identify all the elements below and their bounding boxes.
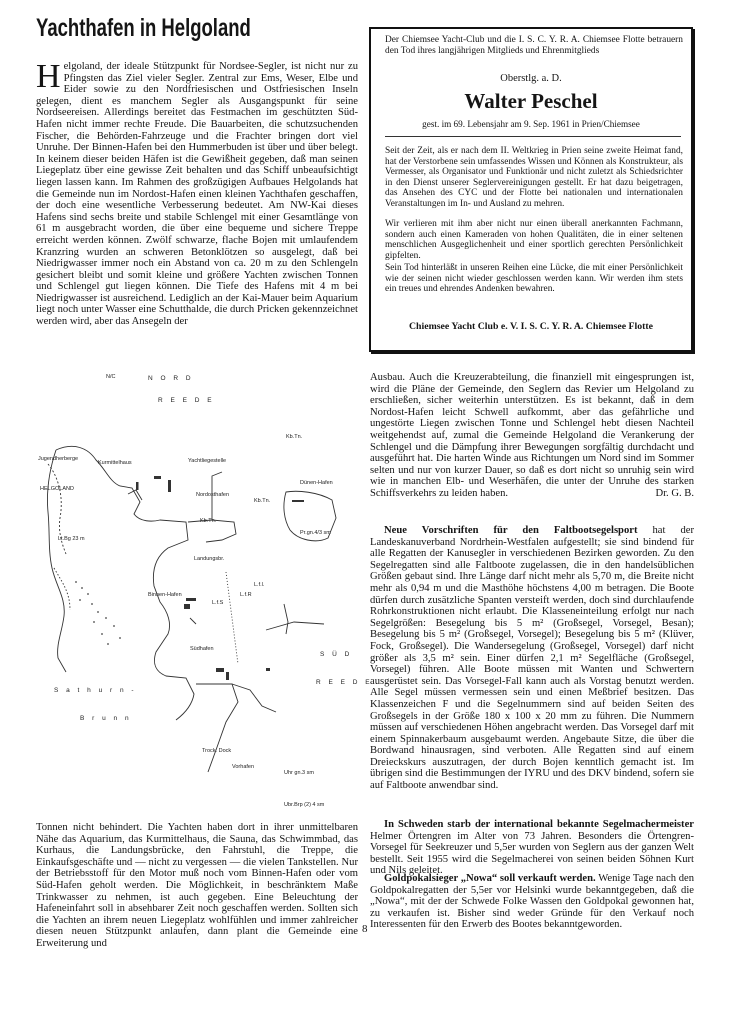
map-light-1-label: Pr.gn.4/3 sm	[300, 530, 331, 536]
map-trock-dock-label: Trock. Dock	[202, 748, 232, 754]
obituary-dates: gest. im 69. Lebensjahr am 9. Sep. 1961 in Prien/Chiemsee	[422, 119, 640, 129]
map-light-lfr-label: L.f.R	[240, 592, 252, 598]
article-paragraph-3-text: Ausbau. Auch die Kreuzerabteilung, die finanziell mit eingesprungen ist, wird die Pläne der Gemeinde, den Seglern das Revier um Helgoland zu erschließen, sicher weiterhin unterstützen. Es ist bekannt, daß in dem Nordost-Hafen leicht Schwell aufkommt, aber das gefährliche und ungestörte Liegen zwischen Tonne und Schlengel hebt diesen Nachteil weitgehendst auf, zumal die Gemeinde Helgoland die Verankerung der Schlengel und die Dämpfung ihrer Bewegungen sorgfältig durchdacht und ausgeführt hat. Die harten Winde aus Richtungen um Nord sind im Sommer selten und nur von kurzer Dauer, so daß es dort nicht so unruhig sein wird wie in manchen Elb- und Weserhäfen, die unter der Unruhe des starken Schiffsverkehrs zu leiden haben.	[370, 372, 694, 499]
map-kbtn-3-label: Kb.Tn.	[254, 498, 271, 504]
map-north-label: N/C	[106, 374, 116, 380]
news-item-schweden-head: In Schweden starb der international bekannte Segelmachermeister	[384, 819, 694, 830]
harbor-map	[36, 372, 373, 817]
article-paragraph-1-text: elgoland, der ideale Stützpunkt für Nordsee-Segler, ist nicht nur zu Pfingsten das Ziel vieler Segler. Zentral zur Ems, Weser, Elbe und Eider sowie zu den Nordfriesischen und Ostfriesischen Inseln gelegen, dient es manchem Segler als Ausgangspunkt für seine Nordseereisen. Allerdings bereitet das Festmachen im geschützten Süd-Hafen nicht immer rechte Freude. Die Bauarbeiten, die schutzsuchenden Fischer, die Behörden-Fahrzeuge und die Frachter bringen dort viel Unruhe. Der Binnen-Hafen bei den Hummerbuden ist über und über belegt. In keinem dieser beiden Häfen ist die Gewißheit gegeben, daß man seinen Liegeplatz über eine gewisse Zeit behalten und das Schiff unbeaufsichtigt liegen lassen kann. Im Rahmen des großzügigen Aufbaues Helgolands hat die Gemeinde nun im Nordost-Hafen einen kleinen Yachthafen geschaffen, der doch eine wesentliche Verbesserung bedeutet. Am NW-Kai dieses Hafens sind sechs breite und stabile Schlengel mit einer Gesamtlänge von 61 m ausgebracht worden, die über eine bequeme und sichere Treppe erreicht werden können. Zwölf schwarze, flache Bojen mit umlaufendem Kranzring wurden an schweren Betonklötzen so ausgelegt, daß bei Niedrigwasser immer noch ein Abstand von ca. 20 m zu den Schlengeln gesichert bleibt und somit kleine und größere Yachten zwischen Tonnen und Schlengel gut liegen können. Die Tiefe des Hafens mit 4 m bei Niedrigwasser ist ausreichend. Lediglich an der Kai-Mauer beim Aquarium liegt noch unter Wasser eine Schutthalde, die durch Pricken gekennzeichnet werden wird, aber das Ansegeln der	[36, 61, 358, 328]
map-light-lfl-label: L.f.l.	[254, 582, 265, 588]
article-paragraph-3	[370, 372, 694, 500]
map-reede-north-label: R E E D E	[158, 397, 215, 404]
news-item-schweden-body: Helmer Örtengren im Alter von 73 Jahren. Besonders die Örtengren-Vorsegel für Seekreuzer und 5,5er wurden von Seglern aus der ganzen Welt bestellt. Seit 1955 wird die Segelmacherei von seinen beiden Söhnen Kurt und Nils geleitet.	[370, 830, 694, 877]
obituary-box	[369, 27, 693, 352]
map-suedhafen-label: Südhafen	[190, 646, 214, 652]
map-reede-south-label: R E E D E	[316, 679, 373, 686]
map-nordosthafen-label: Nordosthafen	[196, 492, 230, 498]
map-piers	[136, 476, 304, 680]
article-paragraph-2: Tonnen nicht behindert. Die Yachten haben dort in ihrer unmittelbaren Nähe das Aquarium, das Kurmittelhaus, die Sauna, das Schwimmbad, das Kurhaus, die Landungsbrücke, den Fahrstuhl, die Treppe, die Einkaufsgeschäfte und — nicht zu vergessen — die vielen Tankstellen. Nur der Betriebsstoff für den Motor muß noch vom Binnen-Hafen oder vom Süd-Hafen geholt werden. Die Möglichkeit, in beschränktem Maße Trinkwasser zu nehmen, ist auch gegeben. Eine Beleuchtung der Hafeneinfahrt soll in absehbarer Zeit noch geschaffen werden. Sollten sich die Yachten an ihrem neuen Liegeplatz wohlfühlen und immer zahlreicher diesen neuen Stützpunkt anlaufen, dann plant die Gemeinde eine Erweiterung und	[36, 822, 358, 949]
map-light-lt-label: Lt.Bg 23 m	[58, 536, 85, 542]
article-paragraph-1	[36, 58, 358, 328]
obituary-text-1: Seit der Zeit, als er nach dem II. Weltkrieg in Prien seine zweite Heimat fand, hat der Verstorbene sein umfassendes Wissen und Können als Konstrukteur, als Vermesser, als Organisator und Funktionär und nicht zuletzt als Schiedsrichter in den Dienst unserer Seglervereinigungen gestellt. Er hat dazu beigetragen, das Ansehen des CYC und der Flotte bei nationalen und internationalen Veranstaltungen im In- und Ausland zu mehren.	[385, 146, 683, 209]
map-kbtn-1-label: Kb.Tn.	[286, 434, 303, 440]
map-brunn-label: B r u n n	[80, 715, 132, 722]
map-vorhafen-label: Vorhafen	[232, 764, 255, 770]
map-sued-label: S Ü D	[320, 651, 353, 658]
map-light-2-label: Uhr gn.3 sm	[284, 770, 314, 776]
news-item-faltboot-head: Neue Vorschriften für den Faltbootsegelsport	[384, 525, 638, 536]
obituary-name: Walter Peschel	[464, 89, 598, 113]
obituary-intro: Der Chiemsee Yacht-Club und die I. S. C. Y. R. A. Chiemsee Flotte betrauern den Tod ihres langjährigen Mitglieds und Ehrenmitglieds	[385, 35, 683, 56]
map-binnenhafen-label: Binnen-Hafen	[148, 592, 182, 598]
map-nord-label: N O R D	[148, 375, 194, 382]
news-item-nowa	[370, 873, 694, 931]
map-landungsbruecke-label: Landungsbr.	[194, 556, 225, 562]
map-jugendherberge-label: Jugendherberge	[38, 456, 79, 462]
map-sathurn-label: S a t h u r n -	[54, 687, 137, 694]
article-signature: Dr. G. B.	[655, 487, 694, 499]
obituary-footer: Chiemsee Yacht Club e. V. I. S. C. Y. R. A. Chiemsee Flotte	[408, 321, 653, 332]
map-kurmittelhaus-label: Kurmittelhaus	[98, 460, 132, 466]
map-yachtliegestelle-label: Yachtliegestelle	[188, 458, 227, 464]
drop-cap: H	[36, 58, 61, 95]
obituary-text-3: Sein Tod hinterläßt in unseren Reihen eine Lücke, die mit einer Persönlichkeit wie der seinen nicht wieder geschlossen werden kann. Wir werden ihm stets ein treues und ehrendes Andenken bewahren.	[385, 263, 683, 295]
obituary-text-2: Wir verlieren mit ihm aber nicht nur einen überall anerkannten Fachmann, sondern auch einen Kameraden von hohen Qualitäten, die in einer seltenen menschlichen Ausgeglichenheit und einer sportlich gerechten Persönlichkeit gipfelten.	[385, 219, 683, 261]
map-duenen-hafen-label: Dünen-Hafen	[300, 480, 333, 486]
page-number: 8	[362, 923, 368, 935]
map-light-3-label: Ubr.Brp (2) 4 sm	[284, 802, 325, 808]
news-item-nowa-body: Wenige Tage nach den Goldpokalregatten der 5,5er vor Helsinki wurde bekanntgegeben, daß die „Nowa“, mit der der Schwede Folke Wassen den Goldpokal gewonnen hat, zu verkaufen ist. Bisher sind weder Gründe für den Verkauf noch Interessenten für den Erwerb des Bootes bekanntgeworden.	[370, 873, 695, 931]
obituary-divider	[385, 136, 681, 137]
map-helgoland-label: HELGOLAND	[40, 486, 74, 492]
map-light-lfs-label: L.f.S	[212, 600, 224, 606]
article-title: Yachthafen in Helgoland	[36, 14, 251, 42]
news-item-faltboot	[370, 525, 694, 792]
news-item-schweden	[370, 819, 694, 877]
news-item-faltboot-body: hat der Landeskanuverband Nordrhein-Westfalen aufgestellt; sie sind bindend für alle Regatten der Kanusegler in verschiedenen Bezirken geworden. Zu den Segelregatten sind alle Faltboote zugelassen, die in den handelsüblichen Größen gebaut sind. Ihre Länge darf nicht mehr als 5,70 m, die Breite nicht mehr als 0,94 m und die Masthöhe höchstens 4,00 m betragen. Die Boote dürfen durch zusätzliche Spanten versteift werden, doch sind durchlaufende Rohrkonstruktionen nicht erlaubt. Die Klasseneinteilung erfolgt nur nach Segelgrößen: Besegelung bis 5 m² (Großsegel, Vorsegel, Besan); Besegelung bis 5 m² (Großsegel, Vorsegel); Besegelung bis 5 m² (Klüver, Fock, Großsegel). Die Wandersegelung (Großsegel, Vorsegel) darf nicht größer als 3,5 m² sein. Einer dürfen 2,1 m² Segelfläche (Großsegel, Vorsegel) führen. Alle Boote müssen mit Wanten und Schwertern ausgerüstet sein. Das Vorsegel-Fall kann auch als Vorstag benutzt werden. Alle Segel müssen vermessen sein und einen Meßbrief besitzen. Das Klassenzeichen F und die Segelnummern sind auf beiden Seiten des Großsegels in der Größe 180 x 100 x 20 mm zu führen. Die Nummern müssen auf verschiedenen Höhen angebracht werden. Das Vorsegel darf mit einem Spinnakerbaum ausgebaumt werden. Angebaute Sitze, die über die Bordwand hinausragen, sind verboten. Alle Regatten sind auf einem Dreieckskurs auszutragen, der durch Bojen kenntlich gemacht ist. Im übrigen sind die Bestimmungen der IYRU und des DKV bindend, sofern sie auf Faltboote anwendbar sind.	[370, 525, 694, 792]
news-item-nowa-head: Goldpokalsieger „Nowa“ soll verkauft werden.	[384, 873, 596, 884]
map-coastline	[47, 446, 336, 772]
obituary-rank: Oberstlg. a. D.	[500, 73, 562, 84]
map-soundings	[75, 581, 121, 645]
map-kbtn-2-label: Kb.Tn.	[200, 518, 217, 524]
